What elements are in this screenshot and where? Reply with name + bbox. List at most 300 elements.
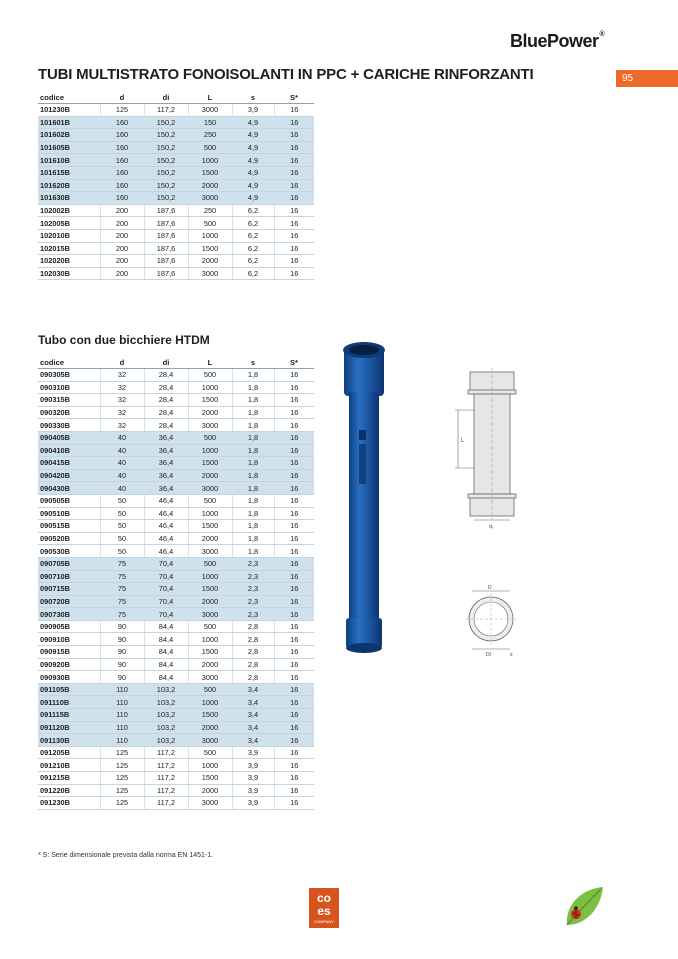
table-cell: 2000 [188,179,232,192]
table-cell: 090420B [38,469,100,482]
table-cell: 1500 [188,242,232,255]
table-cell: 1,8 [232,457,274,470]
table-cell: 160 [100,166,144,179]
coes-logo-text-2: es [317,904,331,918]
column-header: d [100,357,144,369]
table-cell: 101610B [38,154,100,167]
table-cell: 125 [100,746,144,759]
table-cell: 36,4 [144,444,188,457]
table-cell: 16 [274,192,314,205]
dimension-label-d1: d₁ [489,524,494,530]
table-row [38,595,314,608]
table-cell: 1000 [188,696,232,709]
table-cell: 090405B [38,431,100,444]
table-cell: 3000 [188,419,232,432]
table-cell: 16 [274,620,314,633]
table-cell: 28,4 [144,381,188,394]
table-cell: 16 [274,406,314,419]
table-row [38,797,314,810]
table-cell: 16 [274,255,314,268]
table-cell: 50 [100,545,144,558]
page-number-badge: 95 [616,70,678,87]
registered-mark: ® [599,31,605,38]
table-cell: 16 [274,520,314,533]
table-cell: 32 [100,381,144,394]
table-cell: 84,4 [144,671,188,684]
table-row [38,545,314,558]
table-row [38,116,314,129]
table-row [38,204,314,217]
table-cell: 090715B [38,583,100,596]
dimension-label-L: L [461,438,465,444]
table-cell: 1500 [188,520,232,533]
table-cell: 200 [100,242,144,255]
table-cell: 150,2 [144,179,188,192]
table-cell: 2,3 [232,595,274,608]
table-cell: 090930B [38,671,100,684]
table-cell: 3,9 [232,772,274,785]
table-cell: 2,3 [232,570,274,583]
table-cell: 200 [100,255,144,268]
table-row [38,166,314,179]
table-cell: 16 [274,583,314,596]
table-cell: 102010B [38,229,100,242]
table-cell: 16 [274,734,314,747]
table-cell: 250 [188,204,232,217]
table-cell: 28,4 [144,369,188,382]
table-cell: 2,8 [232,658,274,671]
table-cell: 3000 [188,608,232,621]
table-cell: 091205B [38,746,100,759]
table-cell: 101601B [38,116,100,129]
table-cell: 70,4 [144,595,188,608]
table-cell: 16 [274,608,314,621]
table-cell: 1000 [188,759,232,772]
table-cell: 16 [274,772,314,785]
table-cell: 102005B [38,217,100,230]
column-header: d [100,92,144,104]
table-cell: 46,4 [144,532,188,545]
table-cell: 36,4 [144,457,188,470]
table-cell: 2000 [188,784,232,797]
table-cell: 090505B [38,494,100,507]
table-row [38,267,314,280]
column-header: codice [38,357,100,369]
table-cell: 3,4 [232,709,274,722]
table-cell: 6,2 [232,217,274,230]
table-cell: 110 [100,734,144,747]
table-cell: 091130B [38,734,100,747]
table-cell: 102002B [38,204,100,217]
table-row [38,255,314,268]
leaf-ladybug-icon [563,885,605,929]
table-cell: 1,8 [232,431,274,444]
table-cell: 101605B [38,141,100,154]
table-cell: 150,2 [144,141,188,154]
table-row [38,217,314,230]
table-cell: 090520B [38,532,100,545]
table-cell: 16 [274,166,314,179]
table-cell: 1000 [188,229,232,242]
table-cell: 150,2 [144,192,188,205]
table-row [38,709,314,722]
table-cell: 16 [274,154,314,167]
column-header: S* [274,357,314,369]
table-body [38,369,314,810]
table-cell: 16 [274,507,314,520]
table-row [38,494,314,507]
table-cell: 4,9 [232,129,274,142]
table-cell: 091210B [38,759,100,772]
table-cell: 90 [100,620,144,633]
table-row [38,721,314,734]
table-cell: 32 [100,406,144,419]
table-cell: 16 [274,469,314,482]
table-cell: 090730B [38,608,100,621]
table-cell: 500 [188,746,232,759]
pipe-product-image [338,340,398,660]
table-cell: 200 [100,229,144,242]
table-cell: 150 [188,116,232,129]
column-header: di [144,92,188,104]
table-cell: 117,2 [144,759,188,772]
table-cell: 102015B [38,242,100,255]
table-cell: 16 [274,646,314,659]
table-cell: 1,8 [232,532,274,545]
table-cell: 090530B [38,545,100,558]
table-cell: 117,2 [144,772,188,785]
table-cell: 2,8 [232,671,274,684]
table-cell: 16 [274,129,314,142]
table-cell: 84,4 [144,646,188,659]
table-cell: 091215B [38,772,100,785]
table-cell: 70,4 [144,570,188,583]
table-cell: 1000 [188,633,232,646]
table-cell: 16 [274,419,314,432]
table-cell: 1,8 [232,381,274,394]
table-cell: 3,4 [232,696,274,709]
table-cell: 500 [188,557,232,570]
table-cell: 36,4 [144,431,188,444]
table-cell: 150,2 [144,154,188,167]
table-cell: 4,9 [232,166,274,179]
table-cell: 090310B [38,381,100,394]
table-cell: 3,9 [232,784,274,797]
table-cell: 16 [274,746,314,759]
table-cell: 091220B [38,784,100,797]
table-cell: 16 [274,482,314,495]
table-row [38,431,314,444]
table-cell: 16 [274,116,314,129]
table-cell: 40 [100,482,144,495]
table-cell: 3,9 [232,104,274,117]
table-cell: 090305B [38,369,100,382]
table-cell: 1,8 [232,545,274,558]
table-cell: 90 [100,658,144,671]
table-cell: 090515B [38,520,100,533]
table-cell: 1,8 [232,406,274,419]
table-cell: 16 [274,721,314,734]
table-cell: 103,2 [144,696,188,709]
table-cell: 2000 [188,255,232,268]
table-cell: 125 [100,104,144,117]
table-cell: 2,3 [232,608,274,621]
table-row [38,608,314,621]
table-row [38,772,314,785]
table-cell: 090430B [38,482,100,495]
table-cell: 40 [100,469,144,482]
table-cell: 2000 [188,469,232,482]
table-row [38,129,314,142]
table-row [38,406,314,419]
coes-logo-subtext: COMPANY [314,919,334,924]
table-cell: 103,2 [144,683,188,696]
table-cell: 090330B [38,419,100,432]
table-cell: 16 [274,217,314,230]
table-cell: 1,8 [232,482,274,495]
table-cell: 6,2 [232,267,274,280]
table-cell: 150,2 [144,166,188,179]
table-cell: 16 [274,431,314,444]
table-cell: 500 [188,369,232,382]
table-cell: 46,4 [144,545,188,558]
table-cell: 75 [100,608,144,621]
table-row [38,457,314,470]
table-row [38,192,314,205]
table-cell: 16 [274,179,314,192]
table-row [38,520,314,533]
table-cell: 16 [274,267,314,280]
table-cell: 16 [274,696,314,709]
column-header: s [232,92,274,104]
table-cell: 3,9 [232,797,274,810]
table-row [38,179,314,192]
table-cell: 500 [188,620,232,633]
table-cell: 16 [274,759,314,772]
table-cell: 3000 [188,267,232,280]
table-cell: 090320B [38,406,100,419]
table-cell: 2000 [188,406,232,419]
table-row [38,104,314,117]
table-cell: 160 [100,141,144,154]
table-cell: 3000 [188,482,232,495]
table-cell: 090510B [38,507,100,520]
table-cell: 75 [100,595,144,608]
table-header-row [38,92,314,104]
table-row [38,532,314,545]
table-cell: 16 [274,797,314,810]
table-cell: 200 [100,204,144,217]
brand-logo [510,31,604,52]
table-cell: 1,8 [232,369,274,382]
table-cell: 50 [100,494,144,507]
table-cell: 16 [274,570,314,583]
table-cell: 2000 [188,532,232,545]
table-cell: 500 [188,431,232,444]
table-cell: 117,2 [144,797,188,810]
table-cell: 110 [100,721,144,734]
table-cell: 40 [100,431,144,444]
table-cell: 2,3 [232,583,274,596]
product-table-multistrato [38,92,314,280]
table-cell: 75 [100,557,144,570]
table-cell: 1500 [188,646,232,659]
table-row [38,671,314,684]
table-cell: 16 [274,242,314,255]
table-cell: 1000 [188,381,232,394]
table-cell: 1000 [188,570,232,583]
table-cell: 16 [274,141,314,154]
coes-logo-text-1: co [316,891,332,905]
table-cell: 500 [188,141,232,154]
table-cell: 40 [100,457,144,470]
table-cell: 090905B [38,620,100,633]
table-cell: 101230B [38,104,100,117]
table-cell: 3000 [188,104,232,117]
table-row [38,734,314,747]
table-cell: 091105B [38,683,100,696]
table-cell: 16 [274,532,314,545]
table-cell: 1,8 [232,520,274,533]
table-cell: 125 [100,772,144,785]
table-cell: 4,9 [232,141,274,154]
table-cell: 187,6 [144,255,188,268]
table-cell: 090720B [38,595,100,608]
table-cell: 187,6 [144,242,188,255]
table-cell: 16 [274,204,314,217]
table-cell: 3000 [188,192,232,205]
table-cell: 102030B [38,267,100,280]
table-cell: 110 [100,683,144,696]
table-row [38,444,314,457]
table-cell: 46,4 [144,520,188,533]
table-cell: 187,6 [144,204,188,217]
table-cell: 200 [100,217,144,230]
table-cell: 3000 [188,734,232,747]
table-row [38,583,314,596]
table-cell: 1,8 [232,469,274,482]
table-row [38,229,314,242]
table-cell: 117,2 [144,104,188,117]
table-row [38,507,314,520]
table-row [38,419,314,432]
table-cell: 500 [188,494,232,507]
table-cell: 090915B [38,646,100,659]
table-cell: 091230B [38,797,100,810]
table-cell: 16 [274,494,314,507]
table-cell: 1,8 [232,494,274,507]
table-cell: 28,4 [144,419,188,432]
table-cell: 1,8 [232,419,274,432]
table-cell: 16 [274,784,314,797]
dimension-label-s: s [510,652,513,658]
table-row [38,154,314,167]
table-row [38,557,314,570]
table-cell: 091120B [38,721,100,734]
table-cell: 6,2 [232,255,274,268]
table-cell: 50 [100,507,144,520]
table-cell: 160 [100,179,144,192]
table-cell: 150,2 [144,116,188,129]
table-cell: 16 [274,229,314,242]
table-cell: 187,6 [144,229,188,242]
table-cell: 50 [100,520,144,533]
table-cell: 500 [188,217,232,230]
table-cell: 16 [274,104,314,117]
table-cell: 32 [100,394,144,407]
table-cell: 2000 [188,595,232,608]
table-row [38,633,314,646]
table-cell: 6,2 [232,229,274,242]
table-cell: 1500 [188,394,232,407]
table-cell: 1500 [188,457,232,470]
table-cell: 4,9 [232,179,274,192]
table-cell: 125 [100,784,144,797]
table-cell: 101602B [38,129,100,142]
table-row [38,646,314,659]
table-cell: 102020B [38,255,100,268]
table-row [38,482,314,495]
table-cell: 3,9 [232,759,274,772]
table-row [38,746,314,759]
table-cell: 1000 [188,154,232,167]
pipe-side-drawing [455,368,525,533]
table-cell: 90 [100,671,144,684]
table-cell: 101630B [38,192,100,205]
table-cell: 16 [274,658,314,671]
table-cell: 16 [274,595,314,608]
table-cell: 1500 [188,166,232,179]
table-cell: 90 [100,646,144,659]
table-cell: 090920B [38,658,100,671]
table-cell: 091115B [38,709,100,722]
table-cell: 3000 [188,545,232,558]
table-cell: 16 [274,683,314,696]
table-cell: 90 [100,633,144,646]
table-cell: 1500 [188,583,232,596]
table-cell: 3,4 [232,721,274,734]
table-cell: 70,4 [144,608,188,621]
table-cell: 16 [274,557,314,570]
table-row [38,683,314,696]
table-header-row [38,357,314,369]
section-title-multistrato: TUBI MULTISTRATO FONOISOLANTI IN PPC + CARICHE RINFORZANTI [38,66,534,83]
column-header: L [188,92,232,104]
table-cell: 160 [100,116,144,129]
table-body [38,104,314,280]
table-cell: 117,2 [144,746,188,759]
table-cell: 3000 [188,671,232,684]
table-row [38,141,314,154]
table-cell: 16 [274,633,314,646]
table-cell: 84,4 [144,633,188,646]
table-row [38,696,314,709]
table-cell: 090705B [38,557,100,570]
table-cell: 090910B [38,633,100,646]
table-cell: 2000 [188,721,232,734]
table-cell: 160 [100,154,144,167]
table-row [38,759,314,772]
table-row [38,394,314,407]
table-cell: 70,4 [144,583,188,596]
table-cell: 16 [274,709,314,722]
table-cell: 103,2 [144,721,188,734]
table-cell: 1000 [188,444,232,457]
column-header: s [232,357,274,369]
table-row [38,469,314,482]
table-cell: 187,6 [144,217,188,230]
table-cell: 16 [274,671,314,684]
